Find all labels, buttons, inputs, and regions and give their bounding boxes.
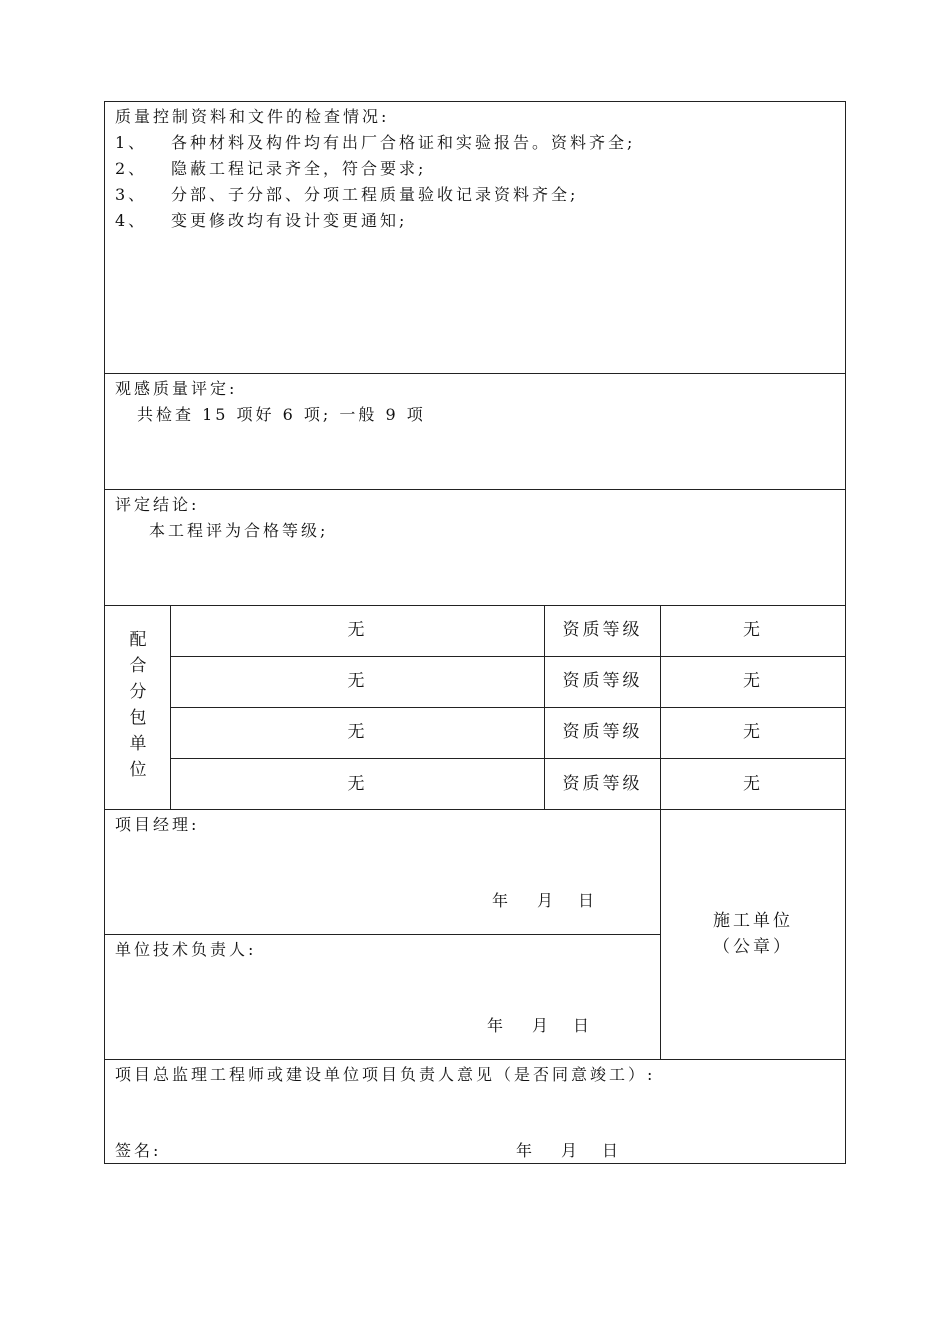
divider (170, 758, 845, 759)
subcontractor-name: 无 (347, 774, 368, 794)
subcontractor-side-label: 配 合 分 包 单 位 (129, 630, 147, 780)
divider (170, 707, 845, 708)
quality-docs-item: 4、 变更修改均有设计变更通知; (115, 211, 408, 230)
conclusion-heading: 评定结论: (115, 495, 200, 514)
subcontractor-name: 无 (347, 620, 368, 640)
official-seal-label: （公章） (713, 937, 793, 957)
project-manager-label: 项目经理: (115, 815, 200, 834)
divider (105, 373, 845, 374)
quality-docs-heading: 质量控制资料和文件的检查情况: (115, 107, 390, 126)
divider (105, 1059, 845, 1060)
construction-unit-label: 施工单位 (713, 911, 793, 931)
perception-heading: 观感质量评定: (115, 379, 238, 398)
divider (105, 809, 845, 810)
quality-docs-item: 1、 各种材料及构件均有出厂合格证和实验报告。资料齐全; (115, 133, 636, 152)
conclusion-text: 本工程评为合格等级; (149, 521, 329, 540)
supervisor-opinion-label: 项目总监理工程师或建设单位项目负责人意见（是否同意竣工）: (115, 1065, 656, 1084)
subcontractor-name: 无 (347, 722, 368, 742)
perception-result: 共检查 15 项好 6 项; 一般 9 项 (137, 405, 426, 424)
qualification-label: 资质等级 (562, 774, 643, 794)
quality-docs-item: 2、 隐蔽工程记录齐全，符合要求; (115, 159, 427, 178)
divider (170, 656, 845, 657)
qualification-grade: 无 (743, 620, 763, 640)
divider (105, 605, 845, 606)
qualification-grade: 无 (743, 671, 763, 691)
date-line: 年 月 日 (492, 891, 598, 910)
date-line: 年 月 日 (487, 1016, 593, 1035)
qualification-label: 资质等级 (562, 620, 643, 640)
signature-label: 签名: (115, 1141, 162, 1160)
tech-lead-label: 单位技术负责人: (115, 940, 257, 959)
qualification-grade: 无 (743, 722, 763, 742)
divider (105, 934, 660, 935)
subcontractor-name: 无 (347, 671, 368, 691)
qualification-grade: 无 (743, 774, 763, 794)
divider (105, 489, 845, 490)
qualification-label: 资质等级 (562, 671, 643, 691)
qualification-label: 资质等级 (562, 722, 643, 742)
date-line: 年 月 日 (516, 1141, 622, 1160)
acceptance-form (104, 101, 846, 1164)
quality-docs-item: 3、 分部、子分部、分项工程质量验收记录资料齐全; (115, 185, 579, 204)
